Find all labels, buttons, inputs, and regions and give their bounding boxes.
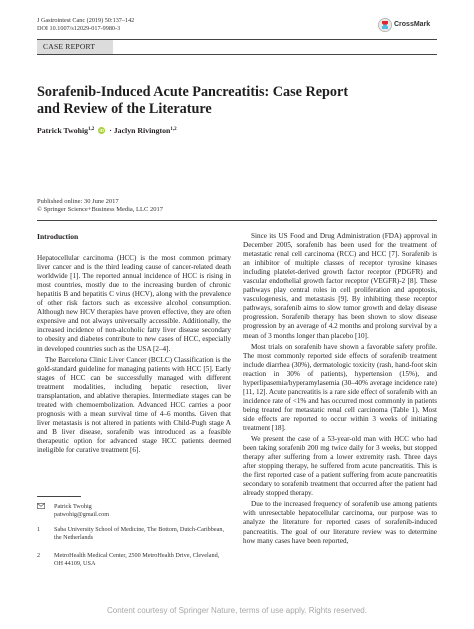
corresponding-author (37, 503, 227, 519)
title-line-1: Sorafenib-Induced Acute Pancreatitis: Case Report (37, 84, 349, 100)
contact-email[interactable]: patwohig@gmail.com (54, 510, 110, 518)
section-heading-introduction: Introduction (37, 232, 79, 241)
affiliation-text: Saba University School of Medicine, The Bottom, Dutch-Caribbean, the Netherlands (54, 526, 225, 541)
body-rule (37, 220, 437, 221)
body-paragraph: Most trials on sorafenib have shown a favorable safety profile. The most commonly reported side effects of sorafenib treatment include diarrhea (30%), dermatologic toxicity (rash, hand-foot skin reaction in 30% of patients), hypertension (15%), and hyperlipasemia/hyperamylasemia (30–40% average incidence rate) [11, 12]. Acute pancreatitis is a rare side effect of sorafenib with an incidence rate of <1% and has occurred most commonly in patients being treated for metastatic renal cell carcinoma (Table 1). Most side effects are reported to occur within 3 weeks of initiating treatment [18]. (243, 342, 437, 432)
crossmark-icon (378, 18, 392, 32)
left-column (37, 232, 231, 455)
author-name[interactable]: Patrick Twohig (37, 126, 89, 135)
affiliation-2 (37, 552, 227, 568)
journal-citation: J Gastrointest Canc (2019) 50:137–142 (37, 17, 135, 24)
affiliation-number: 1 (37, 526, 41, 533)
body-paragraph: We present the case of a 53-year-old man with HCC who had been taking sorafenib 200 mg twice daily for 3 weeks, but stopped therapy after suffering from a lower extremity rash. Three days after stopping therapy, he suffered from acute pancreatitis. This is the first reported case of a patient suffering from acute pancreatitis secondary to sorafenib treatment that occurred after the patient had already stopped therapy. (243, 435, 437, 498)
article-title (37, 84, 437, 118)
footnote-rule (37, 496, 81, 497)
author-name[interactable]: Jaclyn Rivington (113, 126, 171, 135)
title-line-2: and Review of the Literature (37, 101, 212, 117)
author-list (37, 126, 177, 135)
author-separator: · (109, 126, 112, 135)
publication-info (37, 198, 163, 214)
copyright-line: © Springer Science+Business Media, LLC 2017 (37, 206, 163, 214)
affiliation-number: 2 (37, 552, 41, 559)
contact-name: Patrick Twohig (54, 503, 92, 510)
published-online: Published online: 30 June 2017 (37, 198, 119, 205)
affiliation-text: MetroHealth Medical Center, 2500 MetroHealth Drive, Cleveland, OH 44109, USA (54, 552, 220, 567)
orcid-icon[interactable]: iD (99, 128, 104, 133)
doi-line[interactable]: DOI 10.1007/s12029-017-9980-3 (37, 24, 121, 32)
right-column (243, 232, 437, 546)
author-affiliation-sup: 1,2 (170, 127, 177, 132)
author-affiliation-sup: 1,2 (88, 127, 95, 132)
running-header (37, 17, 134, 32)
article-type-tag: CASE REPORT (37, 40, 113, 54)
header-rule-lower (37, 54, 437, 55)
crossmark-badge[interactable] (378, 18, 436, 34)
body-paragraph: Due to the increased frequency of sorafenib use among patients with unresectable hepatocellular carcinoma, our purpose was to analyze the literature for reported cases of sorafenib-induced pancreatitis. The goal of our literature review was to determine how many cases have been reported, (243, 500, 437, 545)
body-paragraph: Since its US Food and Drug Administration (FDA) approval in December 2005, sorafenib has been used for the treatment of metastatic renal cell carcinoma (RCC) and HCC [7]. Sorafenib is an inhibitor of multiple classes of receptor tyrosine kinases including platelet-derived growth factor receptor (PDGFR) and vascular endothelial growth factor receptor (VEGFR)-2 [8]. These pathways play central roles in cell proliferation and apoptosis, vasculogenesis, and metastasis [9]. By inhibiting these receptor pathways, sorafenib aims to slow tumor growth and delay disease progression. Sorafenib therapy has been shown to slow disease progression by an average of 4.2 months and prolong survival by a mean of 3 months longer than placebo [10]. (243, 232, 437, 340)
affiliation-1 (37, 526, 227, 542)
courtesy-footer: Content courtesy of Springer Nature, terms of use apply. Rights reserved. (107, 606, 367, 615)
crossmark-label: CrossMark (394, 21, 431, 28)
body-paragraph: The Barcelona Clinic Liver Cancer (BCLC) Classification is the gold-standard guideline for managing patients with HCC [5]. Early stages of HCC can be successfully managed with different treatment modalities, including hepatic resection, liver transplantation, and ablative therapies. Intermediate stages can be treated with chemoembolization. Advanced HCC carries a poor prognosis with a mean survival time of 4–6 months. Given that liver metastasis is not altered in patients with Child-Pugh stage A and B liver disease, sorafenib was introduced as a feasible therapeutic option for advanced stage HCC patients deemed ineligible for curative treatment [6]. (37, 355, 231, 455)
body-paragraph: Hepatocellular carcinoma (HCC) is the most common primary liver cancer and is the third leading cause of cancer-related death worldwide [1]. The reported annual incidence of HCC is rising in most countries, mostly due to the increasing burden of chronic hepatitis B and hepatitis C virus (HCV), along with the prevalence of other risk factors such as excessive alcohol consumption. Although new HCV therapies have proven effective, they are often expensive and not always universally accessible. Additionally, the increased incidence of non-alcoholic fatty liver disease secondary to obesity and diabetes contribute to new cases of HCC, especially in developed countries such as the USA [2–4]. (37, 254, 231, 353)
envelope-icon (37, 503, 45, 509)
